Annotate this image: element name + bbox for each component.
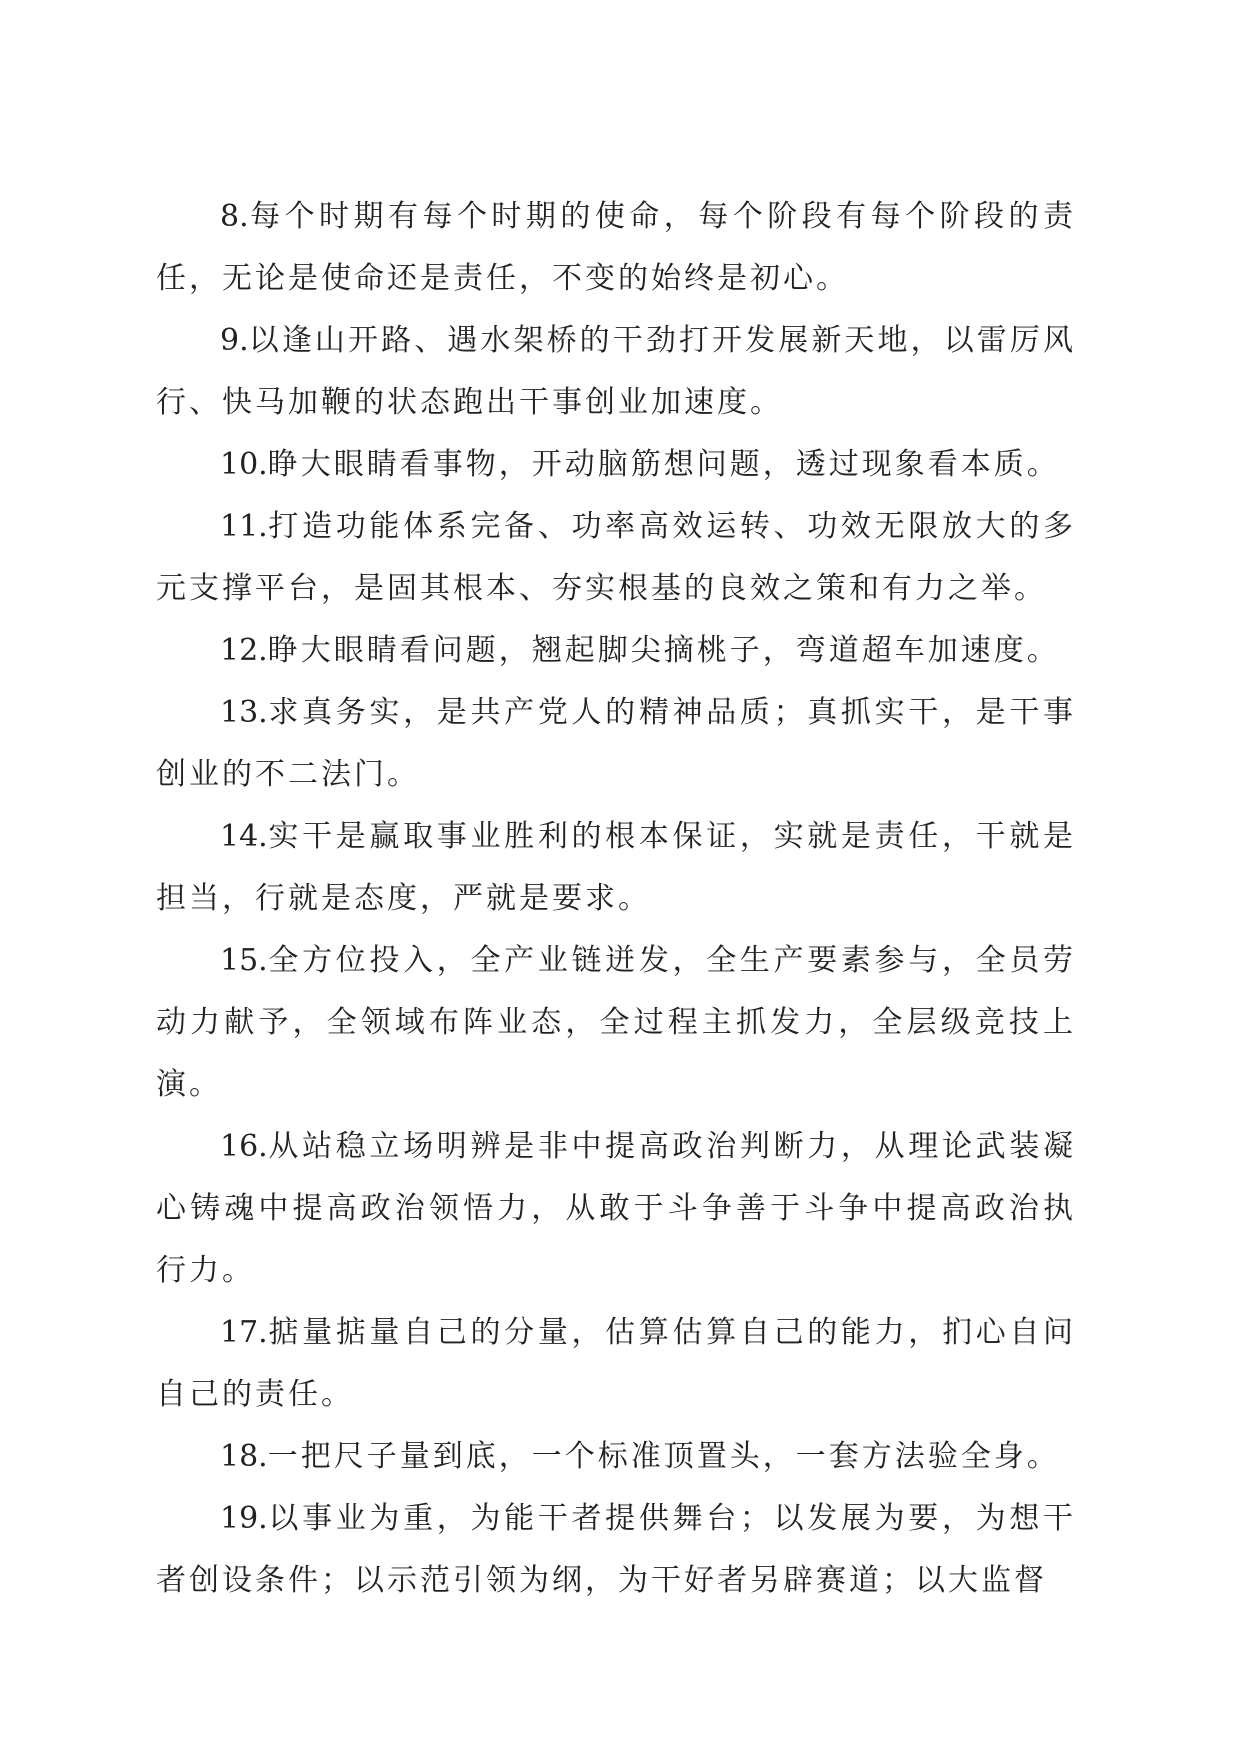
paragraph-number: 17.: [220, 1315, 268, 1350]
paragraph-16: [156, 1116, 1076, 1302]
paragraph-text: 睁大眼睛看问题，翘起脚尖摘桃子，弯道超车加速度。: [267, 633, 1060, 668]
paragraph-number: 18.: [220, 1439, 268, 1474]
paragraph-number: 12.: [220, 633, 268, 668]
paragraph-text: 全方位投入，全产业链迸发，全生产要素参与，全员劳动力献予，全领域布阵业态，全过程主抓发力，全层级竞技上演。: [156, 943, 1076, 1102]
paragraph-number: 9.: [220, 323, 249, 358]
paragraph-text: 从站稳立场明辨是非中提高政治判断力，从理论武装凝心铸魂中提高政治领悟力，从敢于斗争善于斗争中提高政治执行力。: [156, 1129, 1076, 1288]
paragraph-number: 8.: [220, 199, 249, 234]
paragraph-text: 以逢山开路、遇水架桥的干劲打开发展新天地，以雷厉风行、快马加鞭的状态跑出干事创业加速度。: [156, 323, 1076, 420]
paragraph-text: 以事业为重，为能干者提供舞台；以发展为要，为想干者创设条件；以示范引领为纲，为干好者另辟赛道；以大监督: [156, 1501, 1076, 1598]
paragraph-number: 13.: [220, 695, 268, 730]
paragraph-11: [156, 496, 1076, 620]
paragraph-text: 每个时期有每个时期的使命，每个阶段有每个阶段的责任，无论是使命还是责任，不变的始终是初心。: [156, 199, 1076, 296]
paragraph-number: 11.: [220, 509, 268, 544]
paragraph-number: 19.: [220, 1501, 268, 1536]
paragraph-19: [156, 1488, 1076, 1612]
paragraph-text: 实干是赢取事业胜利的根本保证，实就是责任，干就是担当，行就是态度，严就是要求。: [156, 819, 1076, 916]
paragraph-text: 打造功能体系完备、功率高效运转、功效无限放大的多元支撑平台，是固其根本、夯实根基的良效之策和有力之举。: [156, 509, 1076, 606]
paragraph-13: [156, 682, 1076, 806]
paragraph-14: [156, 806, 1076, 930]
paragraph-text: 求真务实，是共产党人的精神品质；真抓实干，是干事创业的不二法门。: [156, 695, 1076, 792]
paragraph-number: 15.: [220, 943, 268, 978]
document-body: [156, 186, 1076, 1612]
paragraph-17: [156, 1302, 1076, 1426]
paragraph-text: 睁大眼睛看事物，开动脑筋想问题，透过现象看本质。: [267, 447, 1060, 482]
paragraph-10: [156, 434, 1076, 496]
paragraph-number: 10.: [220, 447, 268, 482]
paragraph-15: [156, 930, 1076, 1116]
paragraph-text: 一把尺子量到底，一个标准顶置头，一套方法验全身。: [267, 1439, 1060, 1474]
paragraph-12: [156, 620, 1076, 682]
paragraph-18: [156, 1426, 1076, 1488]
paragraph-text: 掂量掂量自己的分量，估算估算自己的能力，扪心自问自己的责任。: [156, 1315, 1076, 1412]
paragraph-number: 14.: [220, 819, 268, 854]
paragraph-8: [156, 186, 1076, 310]
paragraph-number: 16.: [220, 1129, 268, 1164]
paragraph-9: [156, 310, 1076, 434]
